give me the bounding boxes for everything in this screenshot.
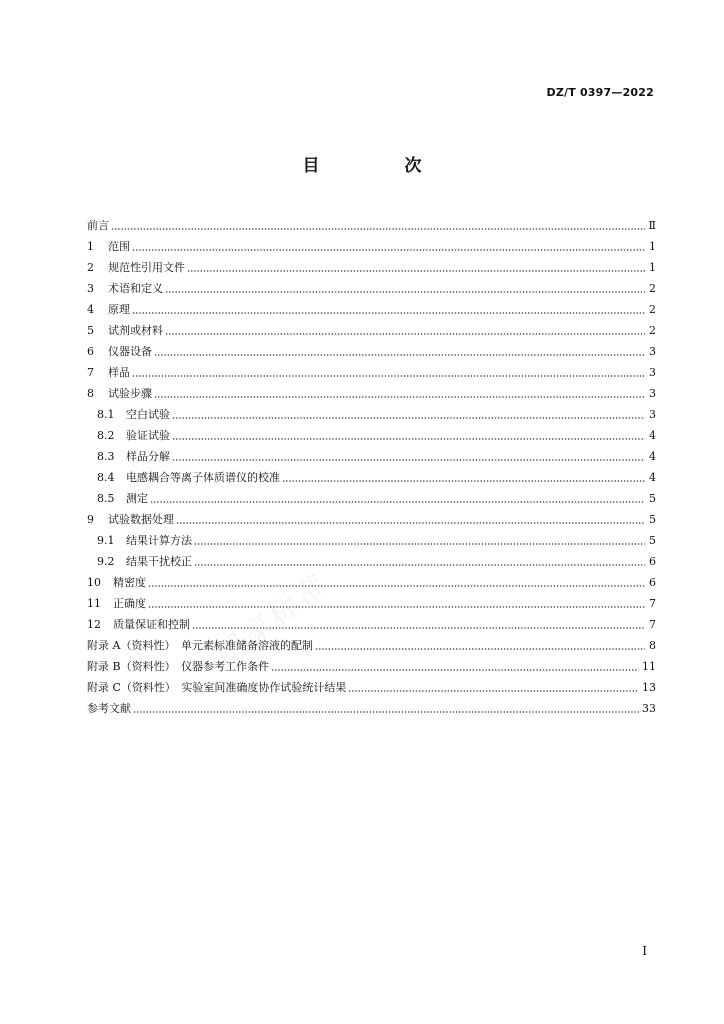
- toc-dot-leader: [271, 669, 639, 671]
- page-number: I: [642, 944, 647, 958]
- toc-dot-leader: [132, 312, 645, 314]
- toc-dot-leader: [154, 354, 645, 356]
- toc-entry-title: 附录 A（资料性） 单元素标准储备溶液的配制: [87, 639, 313, 652]
- toc-entry-page: 2: [649, 282, 656, 295]
- toc-entry-number: 7: [87, 366, 94, 379]
- toc-entry-title: 附录 C（资料性） 实验室间准确度协作试验统计结果: [87, 681, 347, 694]
- toc-entry[interactable]: [87, 568, 656, 589]
- toc-entry-number: 2: [87, 261, 94, 274]
- toc-dot-leader: [282, 480, 645, 482]
- toc-entry-title: 范围: [108, 240, 130, 253]
- toc-entry-page: 3: [649, 366, 656, 379]
- toc-dot-leader: [194, 564, 645, 566]
- toc-dot-leader: [192, 627, 645, 629]
- toc-dot-leader: [132, 249, 645, 251]
- toc-entry[interactable]: [87, 232, 656, 253]
- toc-entry[interactable]: [87, 589, 656, 610]
- table-of-contents: [87, 211, 656, 715]
- toc-entry-page: 11: [642, 660, 656, 673]
- toc-entry-page: 5: [649, 513, 656, 526]
- toc-entry[interactable]: [87, 421, 656, 442]
- toc-entry-number: 9.2: [97, 555, 115, 568]
- toc-entry-title: 样品分解: [126, 450, 170, 463]
- toc-entry-number: 12: [87, 618, 101, 631]
- toc-dot-leader: [150, 501, 645, 503]
- toc-entry-number: 8: [87, 387, 94, 400]
- toc-entry-number: 8.5: [97, 492, 115, 505]
- toc-entry[interactable]: [87, 211, 656, 232]
- toc-entry-title: 精密度: [113, 576, 146, 589]
- toc-entry-title: 质量保证和控制: [113, 618, 190, 631]
- toc-dot-leader: [172, 459, 645, 461]
- toc-entry[interactable]: [87, 295, 656, 316]
- toc-dot-leader: [111, 228, 645, 230]
- toc-entry-number: 9.1: [97, 534, 115, 547]
- toc-entry-page: 1: [649, 240, 656, 253]
- toc-entry[interactable]: [87, 316, 656, 337]
- toc-dot-leader: [165, 333, 645, 335]
- toc-entry-title: 规范性引用文件: [108, 261, 185, 274]
- toc-entry-page: 3: [649, 408, 656, 421]
- toc-entry-number: 8.4: [97, 471, 115, 484]
- toc-entry[interactable]: [87, 274, 656, 295]
- toc-entry-title: 参考文献: [87, 702, 131, 715]
- toc-entry[interactable]: [87, 694, 656, 715]
- toc-entry[interactable]: [87, 337, 656, 358]
- toc-entry[interactable]: [87, 547, 656, 568]
- toc-entry-number: 11: [87, 597, 101, 610]
- toc-entry-page: 5: [649, 534, 656, 547]
- toc-entry-number: 9: [87, 513, 94, 526]
- toc-entry[interactable]: [87, 442, 656, 463]
- toc-dot-leader: [172, 417, 645, 419]
- toc-entry-page: 8: [649, 639, 656, 652]
- toc-entry-title: 术语和定义: [108, 282, 163, 295]
- toc-entry-title: 测定: [126, 492, 148, 505]
- toc-entry-number: 8.3: [97, 450, 115, 463]
- toc-entry-number: 4: [87, 303, 94, 316]
- toc-entry-page: 2: [649, 303, 656, 316]
- toc-entry-page: 6: [649, 576, 656, 589]
- toc-entry-number: 10: [87, 576, 101, 589]
- toc-dot-leader: [315, 648, 645, 650]
- toc-entry-page: 1: [649, 261, 656, 274]
- toc-entry-title: 仪器设备: [108, 345, 152, 358]
- toc-dot-leader: [172, 438, 645, 440]
- toc-entry-title: 结果计算方法: [126, 534, 192, 547]
- toc-entry-title: 试剂或材料: [108, 324, 163, 337]
- toc-dot-leader: [148, 606, 645, 608]
- toc-dot-leader: [133, 711, 639, 713]
- toc-dot-leader: [187, 270, 645, 272]
- toc-entry-page: 7: [649, 618, 656, 631]
- toc-entry-title: 附录 B（资料性） 仪器参考工作条件: [87, 660, 270, 673]
- toc-entry-number: 8.1: [97, 408, 115, 421]
- toc-entry-title: 前言: [87, 219, 109, 232]
- toc-entry-number: 1: [87, 240, 94, 253]
- toc-entry-page: 2: [649, 324, 656, 337]
- toc-dot-leader: [154, 396, 645, 398]
- toc-entry-title: 电感耦合等离子体质谱仪的校准: [126, 471, 280, 484]
- toc-dot-leader: [194, 543, 645, 545]
- toc-entry-title: 正确度: [113, 597, 146, 610]
- toc-entry[interactable]: [87, 379, 656, 400]
- toc-entry-title: 样品: [108, 366, 130, 379]
- toc-entry-page: 33: [642, 702, 656, 715]
- toc-entry-title: 试验数据处理: [108, 513, 174, 526]
- page-title: 目 次: [302, 156, 456, 176]
- toc-dot-leader: [132, 375, 645, 377]
- toc-dot-leader: [148, 585, 645, 587]
- toc-entry-number: 5: [87, 324, 94, 337]
- toc-entry-page: 4: [649, 429, 656, 442]
- toc-entry[interactable]: [87, 358, 656, 379]
- toc-entry[interactable]: [87, 400, 656, 421]
- toc-entry-page: Ⅱ: [648, 219, 656, 232]
- toc-entry-title: 验证试验: [126, 429, 170, 442]
- toc-entry-title: 试验步骤: [108, 387, 152, 400]
- toc-entry-number: 6: [87, 345, 94, 358]
- toc-entry[interactable]: [87, 673, 656, 694]
- toc-dot-leader: [176, 522, 645, 524]
- toc-entry[interactable]: [87, 253, 656, 274]
- toc-entry-page: 13: [642, 681, 656, 694]
- standard-code: DZ/T 0397—2022: [546, 86, 654, 99]
- toc-entry[interactable]: [87, 610, 656, 631]
- toc-entry[interactable]: [87, 484, 656, 505]
- toc-entry-page: 3: [649, 387, 656, 400]
- toc-entry-number: 8.2: [97, 429, 115, 442]
- toc-entry-page: 4: [649, 471, 656, 484]
- toc-entry-page: 4: [649, 450, 656, 463]
- toc-entry[interactable]: [87, 631, 656, 652]
- toc-entry-page: 6: [649, 555, 656, 568]
- toc-entry-number: 3: [87, 282, 94, 295]
- toc-entry[interactable]: [87, 463, 656, 484]
- toc-entry-page: 7: [649, 597, 656, 610]
- toc-entry-title: 原理: [108, 303, 130, 316]
- toc-entry-title: 结果干扰校正: [126, 555, 192, 568]
- toc-entry[interactable]: [87, 505, 656, 526]
- toc-dot-leader: [165, 291, 645, 293]
- toc-entry-page: 3: [649, 345, 656, 358]
- toc-entry[interactable]: [87, 652, 656, 673]
- toc-dot-leader: [348, 690, 639, 692]
- toc-entry[interactable]: [87, 526, 656, 547]
- toc-entry-title: 空白试验: [126, 408, 170, 421]
- toc-entry-page: 5: [649, 492, 656, 505]
